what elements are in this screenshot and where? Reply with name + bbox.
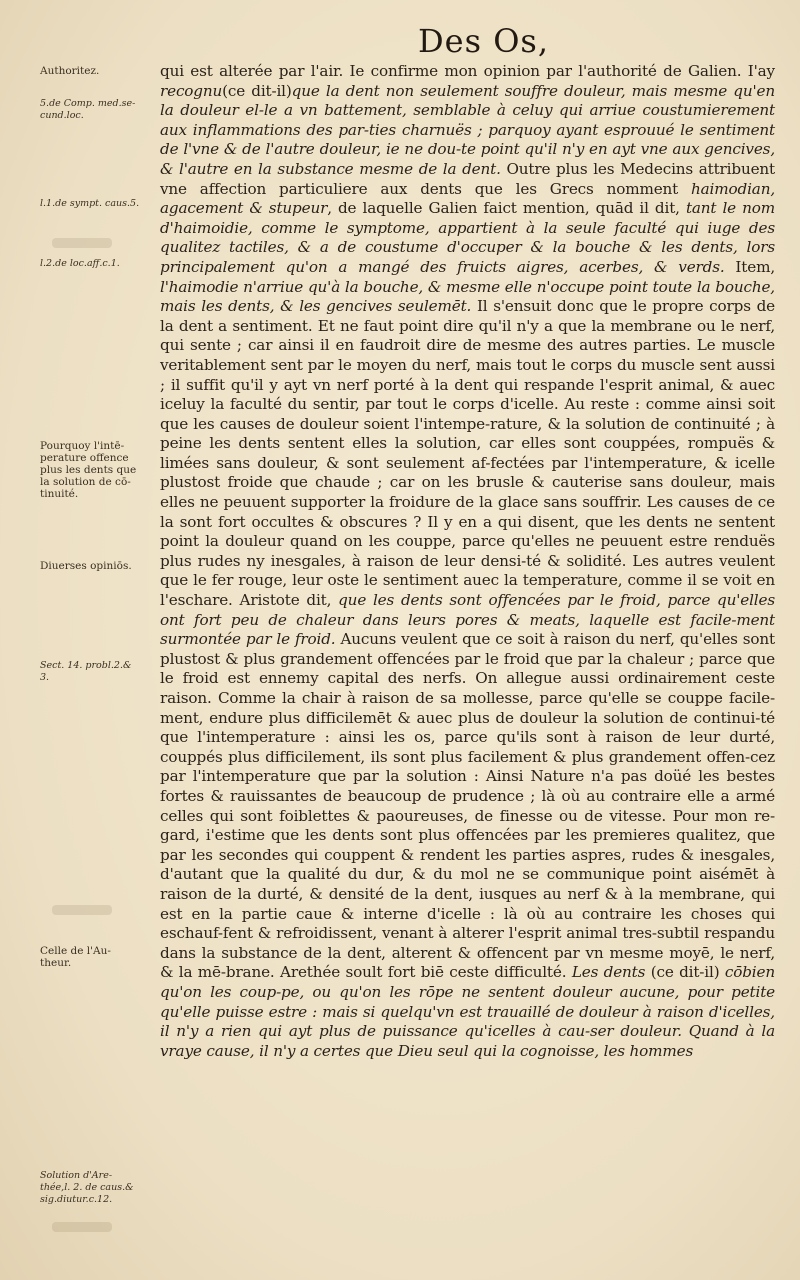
italic-quotation: haimodian, agacement & stupeur <box>160 179 775 218</box>
text-run: Aucuns veulent que ce soit à raison du nerf, qu'elles sont plustost & plus grandement offencées par le froid que par la chaleur ; parce que le froid est ennemy capital des nerfs. On allegue aussi ordinairement ceste raison. Comme la chair à raison de sa mollesse, parce qu'elle se couppe facile-ment, endure plus difficilemēt & auec plus de douleur la solution de continui-té que l'intemperature : ainsi les os, parce qu'ils sont à raison de leur durté, couppés plus difficilement, ils sont plus facilement & plus grandement offen-cez par l'intemperature que par la solution : Ainsi Nature n'a pas doüé les bestes fortes & rauissantes de beaucoup de prudence ; là où au contraire elle a armé celles qui sont foiblettes & paoureuses, de finesse ou de vitesse. Pour mon re-gard, i'estime que les dents sont plus offencées par les premieres qualitez, que par les secondes qui couppent & rendent les parties aspres, rudes & inesgales, d'autant que la qualité du dur, & du mol ne se communique point aisémēt à raison de la durté, & densité de la dent, iusques au nerf & à la membrane, qui est en la partie caue & interne d'icelle : là où au contraire les choses qui eschauf-fent & refroidissent, venant à alterer l'esprit animal tres-subtil respandu dans la substance de la dent, alterent & offencent par vn mesme moyē, le nerf, & la mē-brane. Arethée soult fort biē ceste difficulté. <box>160 630 776 982</box>
text-run: Outre plus les Medecins attribuent vne affection particuliere aux dents que les Grecs nomment <box>160 159 775 198</box>
text-run: (ce dit-il) <box>222 81 292 100</box>
text-run: (ce dit-il) <box>645 963 725 982</box>
text-run: Il s'ensuit donc que le propre corps de la dent a sentiment. Et ne faut point dire qu'il n'y a que la membrane ou le nerf, qui sente ; car ainsi il en faudroit dire de mesme des autres parties. Le muscle veritablement sent par le moyen du nerf, mais tout le corps du muscle sent aussi ; il suffit qu'il y ayt vn nerf porté à la dent qui respande l'esprit animal, & auec iceluy la faculté du sentir, par tout le corps d'icelle. Au reste : comme ainsi soit que les causes de douleur soient l'intempe-rature, & la solution de continuité ; à peine les dents sentent elles la solution, car elles sont couppées, rompuës & limées sans douleur, & sont seulement af-fectées par l'intemperature, & icelle plustost froide que chaude ; car on les brusle & cauterise sans douleur, mais elles ne peuuent supporter la froidure de la glace sans souffrir. Les causes de ce la sont fort occultes & obscures ? Il y en a qui disent, que les dents ne sentent point la douleur quand on les couppe, parce qu'elles ne peuuent estre renduës plus rudes ny inesgales, à raison de leur densi-té & solidité. Les autres veulent que le fer rouge, leur oste le sentiment auec la temperature, comme il se voit en l'eschare. Aristote dit, <box>160 297 775 610</box>
margin-note: Authoritez. <box>40 65 100 77</box>
italic-quotation: Les dents <box>571 963 646 982</box>
ink-smudge <box>52 1222 112 1232</box>
italic-quotation: tant le nom d'haimoidie, comme le symptome, appartient à la seule faculté qui iuge des qualitez tactiles, & a de coustume d'occuper & la bouche & les dents, lors principalement qu'on a mangé des fruicts aigres, acerbes, & verds. <box>160 199 775 276</box>
text-run: , de laquelle Galien faict mention, quād il dit, <box>327 199 686 218</box>
ink-smudge <box>52 238 112 248</box>
margin-note: Pourquoy l'intē- perature offence plus les dents que la solution de cō- tinuité. <box>40 440 137 500</box>
margin-note: Diuerses opiniōs. <box>40 560 132 572</box>
margin-note: l.1.de sympt. caus.5. <box>40 198 140 209</box>
body-paragraph <box>160 62 775 1061</box>
main-text <box>160 62 775 1061</box>
running-title: Des Os, <box>418 22 550 60</box>
text-run: Item, <box>724 257 776 276</box>
margin-note: Solution d'Are- thée,l. 2. de caus.& sig.diutur.c.12. <box>40 1170 134 1205</box>
italic-quotation: que les dents sont offencées par le froid, parce qu'elles ont fort peu de chaleur dans leurs pores & meats, laquelle est facile-ment surmontée par le froid. <box>160 591 775 649</box>
margin-note: Sect. 14. probl.2.& 3. <box>40 660 132 683</box>
margin-note: 5.de Comp. med.se- cund.loc. <box>40 98 136 121</box>
italic-quotation: cōbien qu'on les coup-pe, ou qu'on les rōpe ne sentent douleur aucune, pour petite qu'elle puisse estre : mais si quelqu'vn est trauaillé de douleur à raison d'icelles, il n'y a rien qui ayt plus de puissance qu'icelles à cau-ser douleur. Quand à la vraye cause, il n'y a certes que Dieu seul qui la cognoisse, les hommes <box>160 963 775 1060</box>
italic-quotation: que la dent non seulement souffre douleur, mais mesme qu'en la douleur el-le a vn battement, semblable à celuy qui arriue coustumierement aux inflammations des par-ties charnuës ; parquoy ayant esprouué le sentiment de l'vne & de l'autre douleur, ie ne dou-te point qu'il n'y en ayt vne aux gencives, & l'autre en la substance mesme de la dent. <box>160 81 775 178</box>
margin-note: l.2.de loc.aff.c.1. <box>40 258 120 269</box>
italic-quotation: l'haimodie n'arriue qu'à la bouche, & mesme elle n'occupe point toute la bouche, mais les dents, & les gencives seulemēt. <box>160 277 775 316</box>
text-run: qui est alterée par l'air. Ie confirme mon opinion par l'authorité de Galien. I'ay <box>160 62 775 80</box>
ink-smudge <box>52 905 112 915</box>
italic-quotation: recognu <box>160 81 223 100</box>
margin-note: Celle de l'Au- theur. <box>40 945 111 969</box>
